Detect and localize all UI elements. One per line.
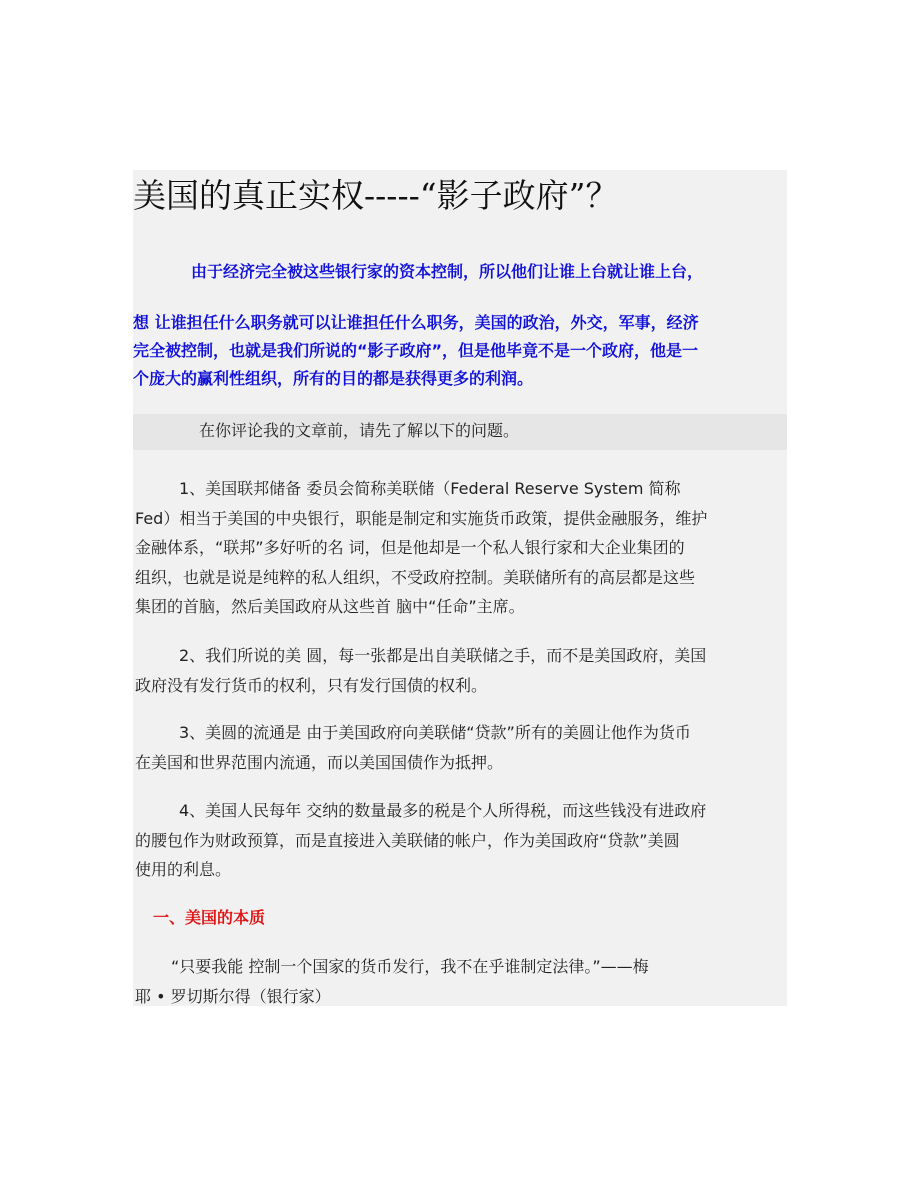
intro-paragraph [133,309,787,393]
section-heading: 一、美国的本质 [153,908,266,927]
paragraph-line: Fed）相当于美国的中央银行，职能是制定和实施货币政策，提供金融服务，维护 [135,508,708,528]
paragraph-line: 金融体系，“联邦”多好听的名 词，但是他却是一个私人银行家和大企业集团的 [135,538,685,557]
paragraph-line: 4、美国人民每年 交纳的数量最多的税是个人所得税，而这些钱没有进政府 [179,801,707,820]
paragraph-line: 政府没有发行货币的权利，只有发行国债的权利。 [135,675,488,695]
paragraph-line: 1、美国联邦储备 委员会简称美联储（Federal Reserve System 简称 [179,479,681,498]
paragraph-line: 集团的首脑，然后美国政府从这些首 脑中“任命”主席。 [135,597,525,616]
quote-line: 耶 • 罗切斯尔得（银行家） [135,987,331,1006]
intro-paragraph-first-line [133,258,787,286]
article-title: 美国的真正实权-----“影子政府”？ [133,176,619,215]
quote-paragraph [135,952,787,1012]
notice-text: 在你评论我的文章前，请先了解以下的问题。 [199,421,520,440]
intro-line: 由于经济完全被这些银行家的资本控制，所以他们让谁上台就让谁上台， [191,262,704,281]
point-paragraph-4 [135,796,787,885]
paragraph-line: 的腰包作为财政预算，而是直接进入美联储的帐户，作为美国政府“贷款”美圆 [135,830,680,850]
paragraph-line: 在美国和世界范围内流通，而以美国国债作为抵押。 [135,752,504,772]
paragraph-line: 使用的利息。 [135,860,232,879]
paragraph-line: 组织，也就是说是纯粹的私人组织，不受政府控制。美联储所有的高层都是这些 [135,567,696,587]
point-paragraph-3 [135,718,787,777]
paragraph-line: 3、美圆的流通是 由于美国政府向美联储“贷款”所有的美圆让他作为货币 [179,723,691,742]
intro-line: 个庞大的赢利性组织，所有的目的都是获得更多的利润。 [133,369,534,388]
point-paragraph-2 [135,641,787,700]
intro-line: 完全被控制，也就是我们所说的“影子政府”，但是他毕竟不是一个政府，他是一 [133,341,699,360]
paragraph-line: 2、我们所说的美 圆，每一张都是出自美联储之手，而不是美国政府，美国 [179,646,707,665]
point-paragraph-1 [135,474,787,622]
quote-line: “只要我能 控制一个国家的货币发行，我不在乎谁制定法律。”——梅 [171,957,649,976]
intro-line: 想 让谁担任什么职务就可以让谁担任什么职务，美国的政治，外交，军事，经济 [133,313,699,332]
